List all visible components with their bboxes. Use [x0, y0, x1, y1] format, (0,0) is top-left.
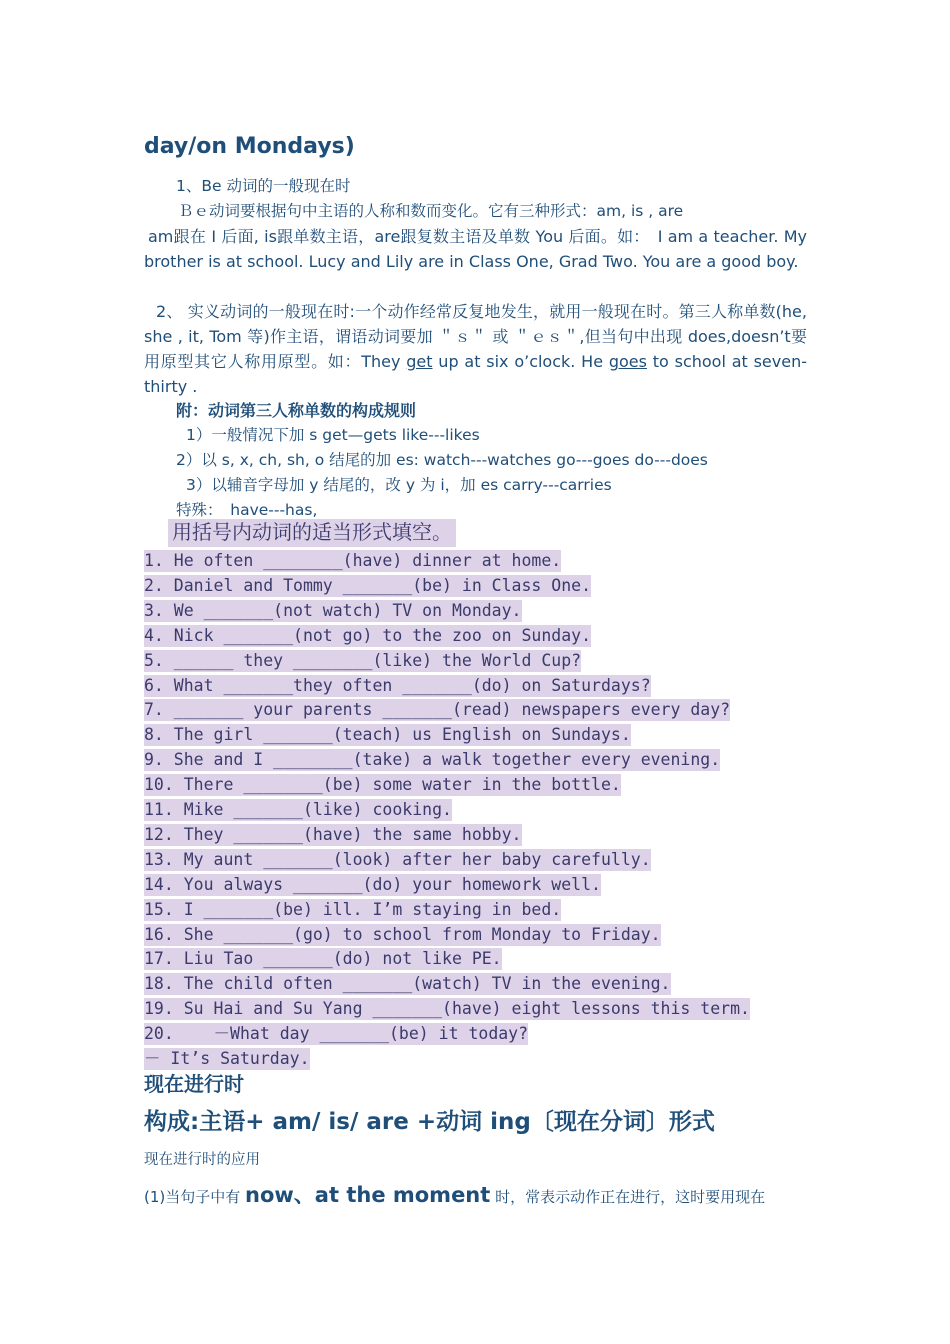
verb-get: get — [406, 352, 433, 371]
exercise-item: 15. I _______(be) ill. I’m staying in bed. — [144, 899, 562, 919]
rule-3: 3）以辅音字母加 y 结尾的，改 y 为 i，加 es carry---carries — [186, 476, 612, 494]
exercise-item: 7. _______ your parents _______(read) newspapers every day? — [144, 700, 731, 720]
use-1 — [144, 1180, 809, 1212]
be-line-1: Ｂｅ动词要根据句中主语的人称和数而变化。它有三种形式：am, is , are — [178, 202, 684, 220]
exercise-item: 13. My aunt _______(look) after her baby carefully. — [144, 849, 651, 869]
section-heading: day/on Mondays) — [144, 134, 355, 159]
exercise-item: 6. What _______they often _______(do) on Saturdays? — [144, 675, 651, 695]
rule-1: 1）一般情况下加 s get—gets like---likes — [186, 426, 480, 444]
use-1-c: 时，常表示动作正在进行，这时要用现在 — [490, 1188, 766, 1206]
progressive-use: 现在进行时的应用 — [144, 1152, 260, 1168]
exercise-item: 3. We _______(not watch) TV on Monday. — [144, 600, 522, 620]
exercise-item: 11. Mike _______(like) cooking. — [144, 800, 452, 819]
use-1-a: (1)当句子中有 — [144, 1188, 246, 1206]
exercise-item: 4. Nick _______(not go) to the zoo on Sunday. — [144, 625, 592, 645]
exercise-item: 20. －What day _______(be) it today? — [144, 1024, 529, 1044]
exercise-item: 8. The girl _______(teach) us English on Sundays. — [144, 725, 631, 745]
exercise-item: 9. She and I ________(take) a walk together every evening. — [144, 750, 721, 770]
exercise-item: 12. They _______(have) the same hobby. — [144, 824, 522, 844]
be-title: 1、Be 动词的一般现在时 — [176, 177, 351, 195]
exercise-item: 14. You always _______(do) your homework well. — [144, 874, 601, 894]
verb-paragraph-text: 2、 实义动词的一般现在时:一个动作经常反复地发生，就用一般现在时。第三人称单数(he, she , it, Tom 等)作主语，谓语动词要加 ＂ｓ＂ 或 ＂ｅｓ＂,但当句中出现 does,doesn’t要用原型其它人称用原型。如：They — [144, 302, 807, 371]
progressive-title: 现在进行时 — [144, 1072, 244, 1096]
exercise-item: 10. There ________(be) some water in the bottle. — [144, 775, 621, 795]
verb-end: to school at seven- thirty . — [144, 352, 807, 396]
exercise-item: 19. Su Hai and Su Yang _______(have) eight lessons this term. — [144, 999, 750, 1019]
exercise-item: 17. Liu Tao _______(do) not like PE. — [144, 949, 502, 969]
exercise-item: 2. Daniel and Tommy _______(be) in Class One. — [144, 575, 592, 595]
exercise-item: 5. ______ they ________(like) the World Cup? — [144, 650, 582, 670]
exercise-item: － It’s Saturday. — [144, 1049, 310, 1068]
verb-paragraph — [144, 299, 807, 399]
special-note: 特殊： have---has, — [176, 501, 318, 519]
be-paragraph: am跟在 I 后面, is跟单数主语，are跟复数主语及单数 You 后面。如： I am a teacher. My brother is at school. Lucy and Lily are in Class One, Grad Two. You are a good boy. — [144, 227, 807, 271]
exercise-item: 18. The child often _______(watch) TV in the evening. — [144, 974, 671, 994]
exercise-title: 用括号内动词的适当形式填空。 — [168, 519, 456, 547]
exercise-item: 16. She _______(go) to school from Monday to Friday. — [144, 924, 661, 944]
verb-goes: goes — [608, 352, 647, 371]
use-1-keywords: now、at the moment — [245, 1183, 491, 1207]
rule-2: 2）以 s, x, ch, sh, o 结尾的加 es: watch---watches go---goes do---does — [176, 451, 708, 469]
verb-mid: up at six o’clock. He — [432, 352, 609, 371]
exercise-item: 1. He often ________(have) dinner at home. — [144, 551, 562, 570]
rule-title: 附：动词第三人称单数的构成规则 — [176, 401, 417, 420]
progressive-form: 构成:主语+ am/ is/ are +动词 ing〔现在分词〕形式 — [144, 1109, 715, 1135]
